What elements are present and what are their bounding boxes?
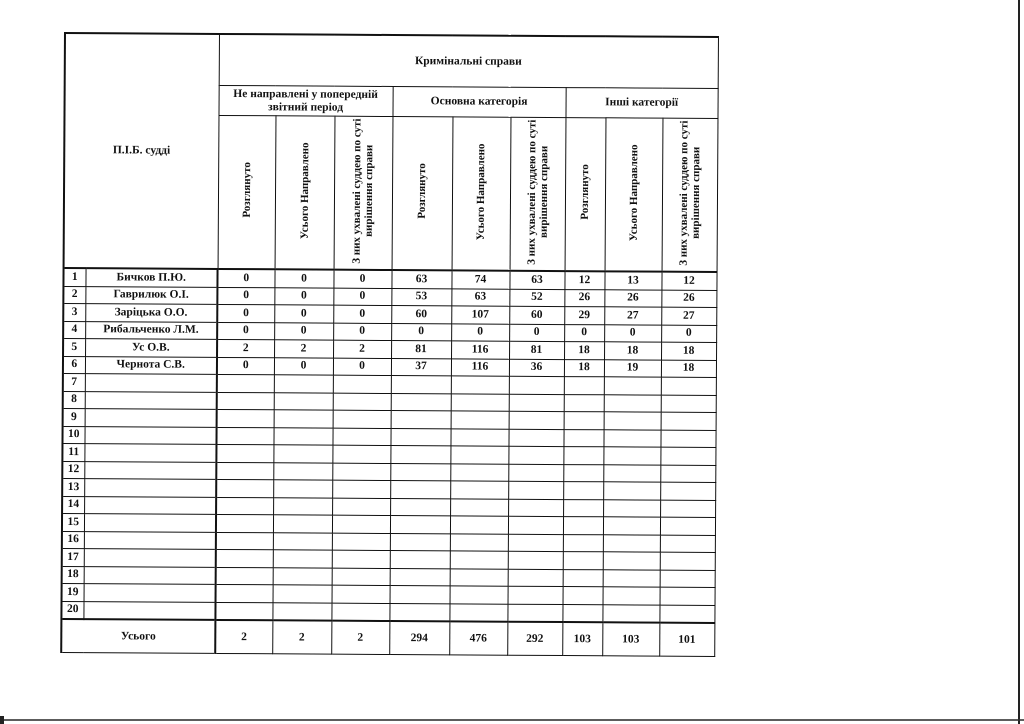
cell-value	[509, 394, 564, 412]
subcolumn-header-label: З них ухвалені суддею по суті вирішення справи	[677, 120, 702, 266]
cell-value	[273, 497, 332, 515]
cell-value: 18	[661, 342, 716, 360]
row-number: 18	[62, 566, 84, 584]
cell-value	[216, 427, 273, 445]
cell-value	[508, 551, 563, 569]
row-number: 10	[62, 426, 84, 444]
judge-name	[83, 601, 215, 620]
cell-value	[273, 532, 332, 550]
cell-value	[603, 464, 660, 482]
cell-value	[660, 570, 715, 588]
cell-value	[273, 515, 332, 533]
cell-value	[450, 481, 508, 499]
scan-edge-bottom	[0, 719, 1024, 721]
cell-value	[390, 551, 450, 569]
judge-name: Гаврилюк О.І.	[85, 286, 217, 304]
row-number: 17	[62, 548, 84, 566]
cell-value	[602, 604, 659, 622]
cell-value: 0	[333, 358, 391, 376]
cell-value	[603, 517, 660, 535]
cell-value: 13	[604, 271, 661, 289]
total-value: 103	[562, 622, 602, 656]
cell-value: 60	[391, 306, 451, 324]
cell-value	[660, 517, 715, 535]
judge-name	[84, 444, 216, 462]
cell-value	[603, 569, 660, 587]
cell-value	[273, 585, 332, 603]
cell-value	[332, 568, 390, 586]
cell-value: 0	[391, 323, 451, 341]
cell-value	[273, 480, 332, 498]
cell-value	[508, 446, 563, 464]
cell-value	[390, 498, 450, 516]
cell-value: 18	[564, 342, 604, 360]
row-number: 15	[62, 513, 84, 531]
subcolumn-header	[565, 118, 606, 272]
row-number: 4	[63, 321, 85, 339]
cell-value: 63	[451, 288, 509, 306]
cell-value	[273, 427, 332, 445]
cell-value	[332, 480, 390, 498]
cell-value	[508, 499, 563, 517]
cell-value	[451, 393, 509, 411]
cell-value	[390, 533, 450, 551]
group-main-category: Основна категорія	[392, 87, 565, 118]
cell-value	[391, 376, 451, 394]
subcolumn-header-label: Розглянуто	[578, 164, 592, 220]
cell-value	[333, 393, 391, 411]
cell-value	[390, 463, 450, 481]
cell-value: 0	[274, 357, 333, 375]
cell-value	[333, 375, 391, 393]
cell-value	[332, 515, 390, 533]
cell-value	[332, 550, 390, 568]
cell-value	[272, 602, 331, 620]
cell-value	[603, 429, 660, 447]
cell-value: 12	[661, 272, 716, 290]
cell-value	[563, 552, 603, 570]
total-value: 2	[272, 620, 331, 654]
cell-value	[331, 603, 389, 621]
cell-value: 0	[274, 305, 333, 323]
judge-name: Чернота С.В.	[85, 356, 217, 374]
cell-value: 37	[391, 358, 451, 376]
cell-value	[332, 463, 390, 481]
judge-name	[84, 531, 216, 549]
cell-value	[450, 533, 508, 551]
cell-value: 0	[274, 269, 333, 287]
judge-name	[84, 461, 216, 479]
row-number: 3	[63, 304, 85, 322]
cell-value	[391, 411, 451, 429]
cell-value	[215, 602, 272, 620]
cell-value	[660, 430, 715, 448]
cell-value	[273, 550, 332, 568]
total-value: 2	[215, 620, 272, 654]
judge-name: Ус О.В.	[85, 339, 217, 357]
cell-value	[451, 376, 509, 394]
cell-value: 0	[217, 304, 274, 322]
cell-value: 18	[661, 360, 716, 378]
cell-value: 2	[217, 339, 274, 357]
row-number: 13	[62, 478, 84, 496]
cell-value	[450, 428, 508, 446]
cell-value	[563, 534, 603, 552]
cell-value	[508, 516, 563, 534]
cell-value	[391, 393, 451, 411]
cell-value	[332, 585, 390, 603]
cell-value: 60	[509, 306, 564, 324]
category-title: Кримінальні справи	[219, 34, 718, 89]
cell-value: 18	[564, 359, 604, 377]
cell-value	[450, 586, 508, 604]
cell-value: 0	[333, 288, 391, 306]
cell-value	[603, 587, 660, 605]
cell-value: 36	[509, 359, 564, 377]
cell-value	[508, 586, 563, 604]
total-label: Усього	[61, 619, 215, 653]
cell-value	[450, 516, 508, 534]
cell-value	[389, 603, 449, 621]
judge-name	[85, 409, 217, 427]
row-number: 14	[62, 496, 84, 514]
cell-value: 0	[661, 325, 716, 343]
subcolumn-header	[275, 116, 335, 270]
cell-value: 0	[217, 322, 274, 340]
judge-name	[85, 391, 217, 409]
cell-value: 2	[274, 340, 333, 358]
subcolumn-header	[605, 118, 663, 272]
row-number: 5	[63, 339, 85, 357]
cell-value	[450, 551, 508, 569]
cell-value	[216, 584, 273, 602]
judge-name-header: П.І.Б. судді	[64, 33, 219, 269]
cell-value	[390, 585, 450, 603]
cell-value	[274, 375, 333, 393]
cell-value: 0	[333, 305, 391, 323]
cell-value: 2	[333, 340, 391, 358]
judge-name	[84, 426, 216, 444]
cell-value	[507, 604, 562, 622]
row-number: 12	[62, 461, 84, 479]
cell-value	[660, 535, 715, 553]
cell-value	[563, 499, 603, 517]
cell-value	[509, 411, 564, 429]
cell-value	[390, 428, 450, 446]
cell-value: 26	[564, 289, 604, 307]
subcolumn-header-label: З них ухвалені суддею по суті вирішення справи	[525, 119, 550, 265]
total-value: 476	[449, 621, 507, 655]
cell-value	[450, 463, 508, 481]
cell-value: 116	[451, 358, 509, 376]
cell-value: 0	[333, 323, 391, 341]
cell-value	[273, 462, 332, 480]
cell-value	[508, 481, 563, 499]
subcolumn-header	[510, 117, 566, 271]
cell-value	[660, 500, 715, 518]
cell-value	[661, 395, 716, 413]
cell-value: 27	[661, 307, 716, 325]
cell-value	[273, 445, 332, 463]
judges-criminal-cases-table	[60, 32, 718, 657]
cell-value	[216, 549, 273, 567]
cell-value	[508, 429, 563, 447]
cell-value	[564, 394, 604, 412]
cell-value	[563, 429, 603, 447]
cell-value	[451, 411, 509, 429]
scan-edge-right	[1018, 0, 1020, 724]
judge-name	[84, 549, 216, 567]
cell-value	[563, 587, 603, 605]
cell-value: 19	[604, 359, 661, 377]
cell-value	[563, 447, 603, 465]
subcolumn-header-label: Усього Направлено	[627, 144, 640, 241]
table-body	[61, 268, 716, 623]
cell-value	[660, 465, 715, 483]
cell-value	[660, 447, 715, 465]
cell-value	[332, 445, 390, 463]
row-number: 8	[63, 391, 85, 409]
cell-value: 0	[604, 324, 661, 342]
cell-value	[274, 410, 333, 428]
cell-value: 0	[509, 324, 564, 342]
cell-value: 0	[333, 270, 391, 288]
subcolumn-header-label: Розглянуто	[240, 162, 253, 218]
subcolumn-header-label: Розглянуто	[415, 163, 429, 219]
group-other-categories: Інші категорії	[565, 88, 717, 119]
cell-value: 26	[661, 290, 716, 308]
judge-name	[84, 496, 216, 514]
row-number: 2	[63, 286, 85, 304]
subcolumn-header	[392, 117, 453, 271]
cell-value	[216, 497, 273, 515]
cell-value	[564, 377, 604, 395]
cell-value	[603, 499, 660, 517]
cell-value	[390, 516, 450, 534]
cell-value	[450, 498, 508, 516]
cell-value: 27	[604, 307, 661, 325]
cell-value	[603, 482, 660, 500]
scan-corner-mark	[0, 716, 4, 724]
cell-value: 0	[274, 287, 333, 305]
cell-value: 53	[391, 288, 451, 306]
cell-value	[509, 376, 564, 394]
judge-name	[84, 584, 216, 602]
cell-value	[332, 428, 390, 446]
judge-name	[84, 514, 216, 532]
total-value: 101	[659, 623, 714, 657]
row-number: 6	[63, 356, 85, 374]
subcolumn-header	[218, 115, 276, 269]
cell-value	[661, 377, 716, 395]
cell-value	[216, 532, 273, 550]
cell-value	[660, 587, 715, 605]
cell-value	[274, 392, 333, 410]
subcolumn-header-label: Усього Направлено	[474, 143, 488, 240]
cell-value	[390, 446, 450, 464]
row-number: 9	[63, 408, 85, 426]
cell-value	[332, 498, 390, 516]
cell-value	[216, 479, 273, 497]
cell-value	[217, 409, 274, 427]
cell-value: 63	[509, 271, 564, 289]
cell-value	[660, 482, 715, 500]
cell-value	[217, 374, 274, 392]
table-header	[64, 33, 719, 272]
cell-value	[273, 567, 332, 585]
cell-value	[603, 534, 660, 552]
total-value: 294	[389, 621, 449, 655]
cell-value: 0	[564, 324, 604, 342]
total-row	[61, 619, 714, 656]
cell-value: 0	[217, 287, 274, 305]
row-number: 1	[63, 268, 85, 286]
cell-value	[508, 569, 563, 587]
cell-value: 63	[391, 270, 451, 288]
cell-value	[216, 514, 273, 532]
cell-value	[604, 377, 661, 395]
row-number: 19	[62, 583, 84, 601]
cell-value	[216, 567, 273, 585]
cell-value: 26	[604, 289, 661, 307]
judge-name: Бичков П.Ю.	[85, 268, 217, 287]
cell-value	[216, 462, 273, 480]
cell-value	[508, 534, 563, 552]
cell-value	[450, 568, 508, 586]
cell-value	[216, 444, 273, 462]
cell-value: 0	[217, 269, 274, 287]
cell-value	[603, 552, 660, 570]
cell-value	[564, 412, 604, 430]
cell-value	[450, 446, 508, 464]
cell-value: 18	[604, 342, 661, 360]
total-value: 2	[331, 621, 389, 655]
row-number: 11	[62, 443, 84, 461]
judge-name: Рибальченко Л.М.	[85, 321, 217, 339]
cell-value	[562, 604, 602, 622]
cell-value	[661, 412, 716, 430]
subcolumn-header	[334, 116, 393, 270]
subcolumn-header-label: З них ухвалені суддею по суті вирішення справи	[350, 118, 376, 264]
cell-value: 81	[391, 341, 451, 359]
cell-value: 107	[451, 306, 509, 324]
judge-name	[84, 479, 216, 497]
cell-value	[563, 569, 603, 587]
cell-value	[390, 481, 450, 499]
cell-value: 0	[451, 323, 509, 341]
cell-value: 52	[509, 289, 564, 307]
cell-value	[604, 412, 661, 430]
cell-value	[563, 517, 603, 535]
cell-value	[508, 464, 563, 482]
cell-value	[563, 464, 603, 482]
judge-name	[84, 566, 216, 584]
cell-value	[603, 447, 660, 465]
cell-value: 116	[451, 341, 509, 359]
cell-value	[604, 394, 661, 412]
cell-value	[390, 568, 450, 586]
cell-value: 74	[451, 270, 509, 288]
cell-value: 29	[564, 307, 604, 325]
subcolumn-header	[452, 117, 511, 271]
total-value: 103	[602, 622, 659, 656]
subcolumn-header-label: Усього Направлено	[298, 142, 311, 239]
group-not-sent-previous-period: Не направлені у попередній звітний період	[218, 85, 392, 116]
cell-value: 0	[274, 322, 333, 340]
cell-value: 12	[564, 271, 604, 289]
row-number: 7	[63, 373, 85, 391]
cell-value	[333, 410, 391, 428]
judge-name: Заріцька О.О.	[85, 304, 217, 322]
cell-value	[449, 603, 507, 621]
cell-value	[332, 533, 390, 551]
cell-value: 0	[217, 357, 274, 375]
cell-value	[659, 605, 714, 623]
row-number: 16	[62, 531, 84, 549]
subcolumn-header	[662, 118, 718, 272]
total-value: 292	[507, 622, 562, 656]
cell-value	[660, 552, 715, 570]
row-number: 20	[61, 601, 83, 619]
judge-name	[85, 374, 217, 392]
cell-value: 81	[509, 341, 564, 359]
cell-value	[217, 392, 274, 410]
cell-value	[563, 482, 603, 500]
